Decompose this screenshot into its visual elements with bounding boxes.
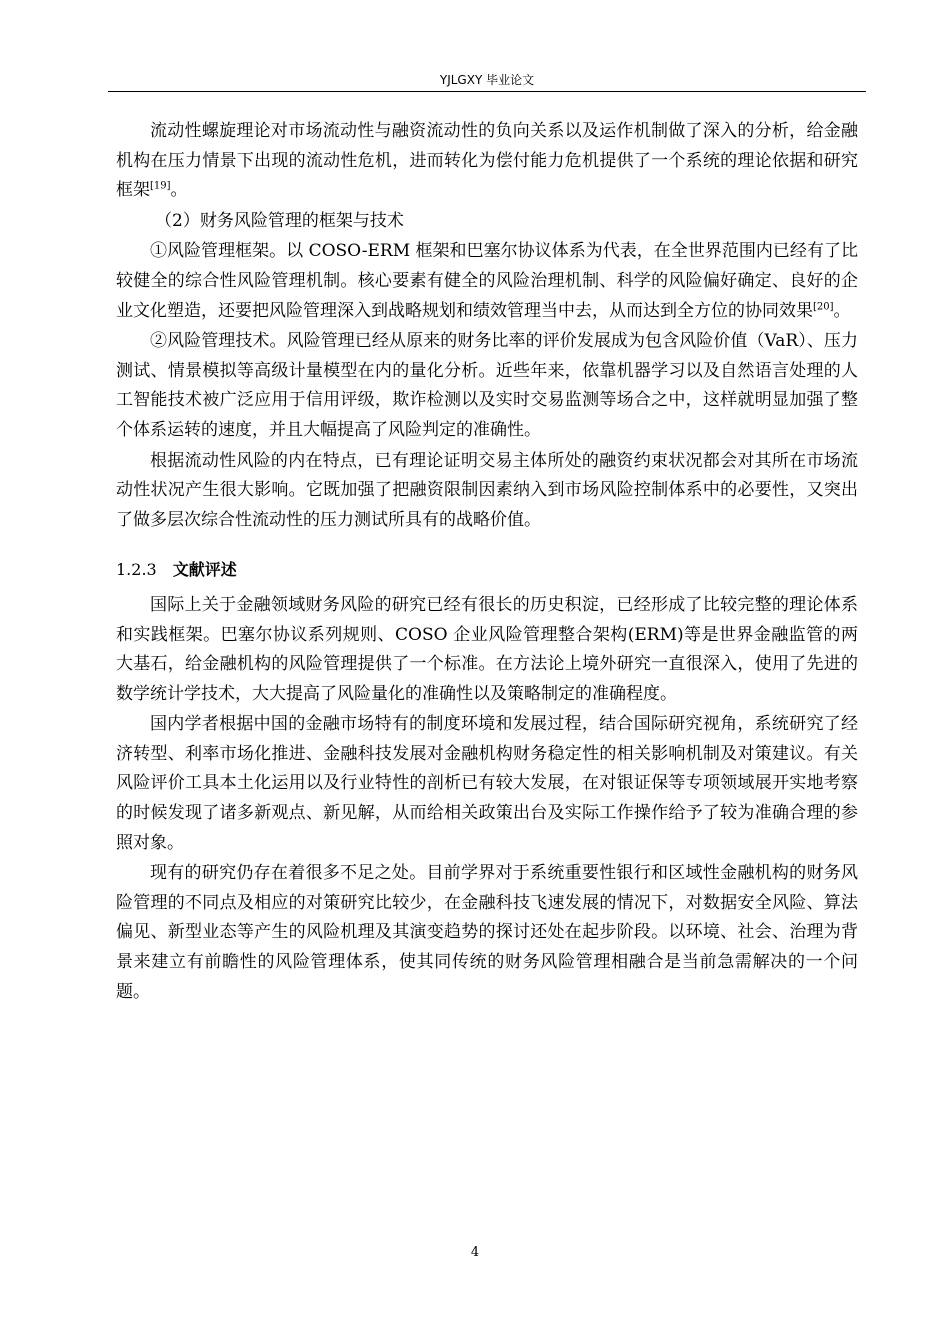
paragraph: 流动性螺旋理论对市场流动性与融资流动性的负向关系以及运作机制做了深入的分析，给金融机构在压力情景下出现的流动性危机，进而转化为偿付能力危机提供了一个系统的理论依据和研究框架[19]。 xyxy=(116,121,858,201)
paragraph: 现有的研究仍存在着很多不足之处。目前学界对于系统重要性银行和区域性金融机构的财务风险管理的不同点及相应的对策研究比较少，在金融科技飞速发展的情况下，对数据安全风险、算法偏见、新型业态等产生的风险机理及其演变趋势的探讨还处在起步阶段。以环境、社会、治理为背景来建立有前瞻性的风险管理体系，使其同传统的财务风险管理相融合是当前急需解决的一个问题。 xyxy=(116,863,858,1002)
paragraph: 根据流动性风险的内在特点，已有理论证明交易主体所处的融资约束状况都会对其所在市场流动性状况产生很大影响。它既加强了把融资限制因素纳入到市场风险控制体系中的必要性，又突出了做多层次综合性流动性的压力测试所具有的战略价值。 xyxy=(116,450,858,530)
paragraph: ①风险管理框架。以 COSO-ERM 框架和巴塞尔协议体系为代表，在全世界范围内已经有了比较健全的综合性风险管理机制。核心要素有健全的风险治理机制、科学的风险偏好确定、良好的企业文化塑造，还要把风险管理深入到战略规划和绩效管理当中去，从而达到全方位的协同效果[20]。 xyxy=(116,241,858,321)
section-title: 文献评述 xyxy=(172,560,237,580)
paragraph: 国内学者根据中国的金融市场特有的制度环境和发展过程，结合国际研究视角，系统研究了经济转型、利率市场化推进、金融科技发展对金融机构财务稳定性的相关影响机制及对策建议。有关风险评价工具本土化运用以及行业特性的剖析已有较大发展，在对银证保等专项领域展开实地考察的时候发现了诸多新观点、新见解，从而给相关政策出台及实际工作操作给予了较为准确合理的参照对象。 xyxy=(116,714,858,853)
paragraph: 国际上关于金融领域财务风险的研究已经有很长的历史积淀，已经形成了比较完整的理论体系和实践框架。巴塞尔协议系列规则、COSO 企业风险管理整合架构(ERM)等是世界金融监管的两大基石，给金融机构的风险管理提供了一个标准。在方法论上境外研究一直很深入，使用了先进的数学统计学技术，大大提高了风险量化的准确性以及策略制定的准确程度。 xyxy=(116,594,858,704)
document-body xyxy=(116,117,858,1008)
page-header: YJLGXY 毕业论文 xyxy=(439,73,535,87)
header-rule xyxy=(108,91,866,92)
section-heading xyxy=(116,555,858,585)
paragraph: ②风险管理技术。风险管理已经从原来的财务比率的评价发展成为包含风险价值（VaR）、压力测试、情景模拟等高级计量模型在内的量化分析。近些年来，依靠机器学习以及自然语言处理的人工智能技术被广泛应用于信用评级，欺诈检测以及实时交易监测等场合之中，这样就明显加强了整个体系运转的速度，并且大幅提高了风险判定的准确性。 xyxy=(116,331,858,440)
section-number: 1.2.3 xyxy=(116,560,157,580)
citation-ref: [20] xyxy=(813,300,834,312)
citation-ref: [19] xyxy=(150,180,171,192)
subheading-paragraph: （2）财务风险管理的框架与技术 xyxy=(155,210,404,231)
page-number: 4 xyxy=(470,1245,480,1260)
